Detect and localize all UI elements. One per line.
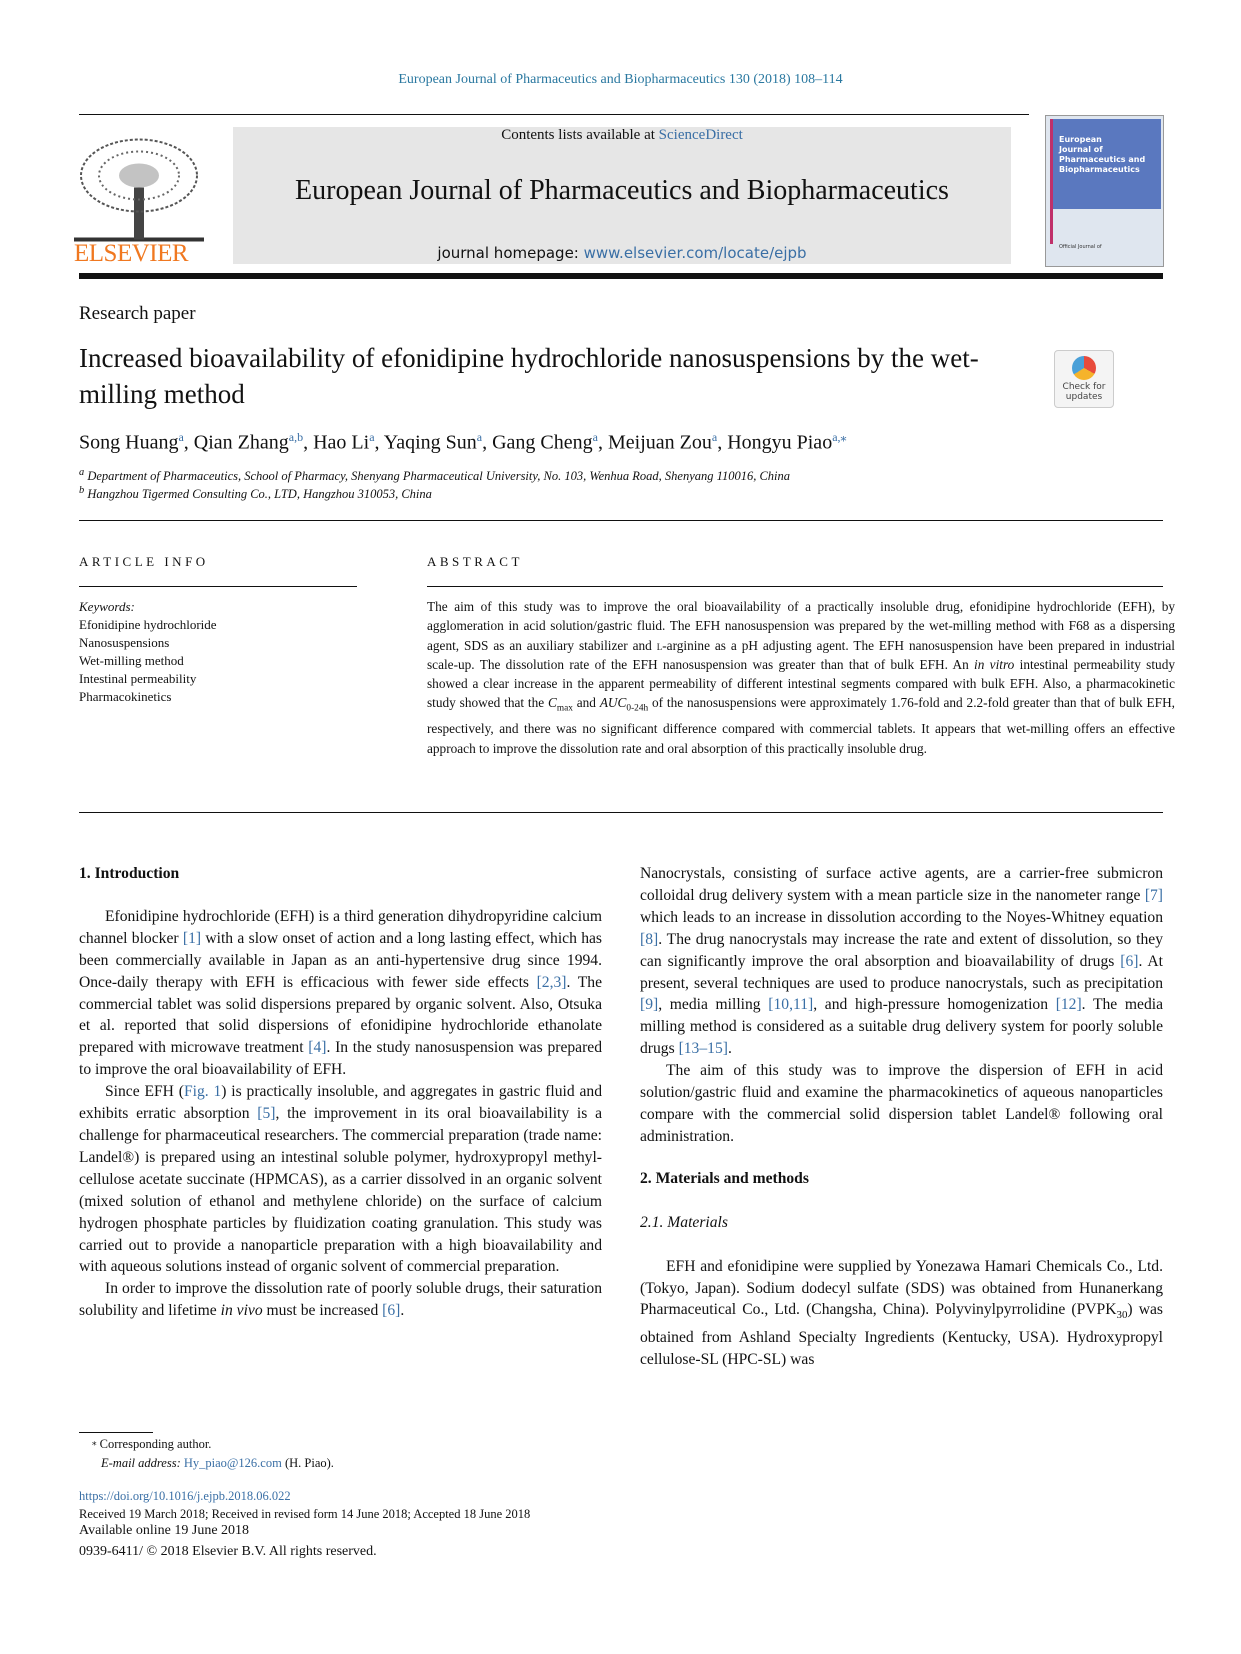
section-heading: 1. Introduction <box>79 865 180 882</box>
check-updates-label: Check for updates <box>1062 382 1106 402</box>
email-label: E-mail address: <box>101 1456 184 1470</box>
divider <box>79 114 1029 115</box>
header-thick-rule <box>79 273 1163 279</box>
author-list <box>79 430 847 455</box>
paragraph <box>640 863 1163 1060</box>
text-run: . The media milling method is considered as a suitable drug delivery system for poorly soluble drugs <box>640 996 1163 1058</box>
footnote-mark: ⁎ <box>92 1437 97 1447</box>
author-name: Hongyu Piao <box>727 431 833 454</box>
elsevier-wordmark: ELSEVIER <box>74 240 189 267</box>
text-run: , media milling <box>658 996 769 1014</box>
author-affiliation-link[interactable]: a <box>711 430 718 444</box>
author-affiliation-link[interactable]: a,⁎ <box>832 430 847 444</box>
citation-link[interactable]: [8] <box>640 930 659 948</box>
author-affiliation-link[interactable]: a <box>369 430 375 444</box>
citation-link[interactable]: [6] <box>382 1302 401 1320</box>
text-run: which leads to an increase in dissolution according to the Noyes-Whitney equation <box>640 908 1163 926</box>
check-for-updates-button[interactable] <box>1054 350 1114 408</box>
separator: , <box>717 431 728 454</box>
text-run: , and high-pressure homogenization <box>813 996 1056 1014</box>
citation-link[interactable]: [13–15] <box>678 1040 728 1058</box>
citation-link[interactable]: Fig. 1 <box>183 1083 222 1101</box>
text-run: and <box>572 695 600 711</box>
text-run: intestinal permeability study showed a clear increase in the apparent permeability of different intestinal segments compared with bulk EFH. Also, a pharmacokinetic study showed that the <box>427 656 1175 711</box>
text-run: must be increased <box>262 1302 383 1320</box>
article-info-heading: ARTICLE INFO <box>79 554 209 569</box>
text-run: . <box>727 1040 732 1058</box>
author-name: Hao Li <box>313 431 370 454</box>
text-run: . In the study nanosuspension was prepared to improve the oral bioavailability of EFH. <box>79 1039 602 1079</box>
italic-text: C <box>548 695 557 711</box>
affiliation <box>79 485 432 502</box>
citation-link[interactable]: [6] <box>1120 952 1139 970</box>
keyword: Nanosuspensions <box>79 635 170 650</box>
italic-text: in vivo <box>220 1302 263 1320</box>
text-run: -arginine as a pH adjusting agent. The EFH nanosuspension have been prepared in industrial scale-up. The dissolution rate of the EFH nanosuspension was greater than that of bulk EFH. An <box>427 637 1176 672</box>
paragraph <box>79 1081 602 1278</box>
text-run: The aim of this study was to improve the oral bioavailability of a practically insoluble drug, efonidipine hydrochloride (EFH), by agglomeration in acid solution/gastric fluid. The EFH nanosuspension was prepared by the wet-milling method with F68 as a dispersing agent, SDS as an auxiliary stabilizer and <box>427 599 1175 653</box>
doi-link[interactable]: https://doi.org/10.1016/j.ejpb.2018.06.022 <box>79 1489 291 1503</box>
corresponding-label: Corresponding author. <box>99 1437 212 1451</box>
separator: , <box>482 431 493 454</box>
subscript: 0-24h <box>626 704 649 715</box>
author-name: Meijuan Zou <box>607 431 712 454</box>
section-heading: 2. Materials and methods <box>640 1169 809 1187</box>
text-run: Nanocrystals, consisting of surface active agents, are a carrier-free submicron colloidal drug delivery system with a mean particle size in the nanometer range <box>640 865 1163 904</box>
separator: , <box>597 431 608 454</box>
text-run: . <box>400 1302 405 1320</box>
text-run: The aim of this study was to improve the dispersion of EFH in acid solution/gastric fluid and examine the pharmacokinetics of aqueous nanoparticles compare with the commercial solid dispersion tablet Landel® following oral administration. <box>640 1062 1163 1145</box>
corresponding-note <box>92 1437 211 1452</box>
author-affiliation-link[interactable]: a,b <box>288 430 304 444</box>
keyword: Intestinal permeability <box>79 671 197 686</box>
author-affiliation-link[interactable]: a <box>178 430 184 444</box>
separator: , <box>183 431 194 454</box>
cover-title-line: Pharmaceutics and <box>1059 155 1146 164</box>
keyword: Wet-milling method <box>79 653 184 668</box>
affiliation-text: Department of Pharmaceutics, School of Pharmacy, Shenyang Pharmaceutical University, No. 103, Wenhua Road, Shenyang 110016, China <box>87 469 791 484</box>
article-type: Research paper <box>79 303 196 324</box>
keyword: Pharmacokinetics <box>79 689 172 704</box>
abstract-heading: ABSTRACT <box>427 554 523 569</box>
available-online: Available online 19 June 2018 <box>79 1523 250 1538</box>
citation-link[interactable]: [5] <box>257 1105 276 1123</box>
author-affiliation-link[interactable]: a <box>592 430 598 444</box>
author-name: Gang Cheng <box>492 431 593 454</box>
right-column <box>640 863 1163 1371</box>
cover-official-journal: Official Journal of <box>1059 244 1102 250</box>
italic-text: AUC <box>599 695 627 711</box>
journal-citation[interactable]: European Journal of Pharmaceutics and Biopharmaceutics 130 (2018) 108–114 <box>398 72 843 87</box>
author-name: Qian Zhang <box>193 431 289 454</box>
homepage-label: journal homepage: <box>437 244 584 262</box>
affiliation-mark: a <box>79 467 85 478</box>
citation-link[interactable]: [9] <box>640 996 659 1014</box>
text-run: . The commercial tablet was solid dispersions prepared by organic solvent. Also, Otsuka et al. reported that solid dispersions of efonidipine hydrochloride ethanolate prepared with microwave treatment <box>79 973 602 1057</box>
author-name: Song Huang <box>79 431 179 454</box>
text-run: ) was obtained from Ashland Specialty Ingredients (Kentucky, USA). Hydroxypropyl cellulose-SL (HPC-SL) was <box>640 1301 1163 1369</box>
keywords <box>79 598 217 706</box>
text-run: In order to improve the dissolution rate of poorly soluble drugs, their saturation solubility and lifetime <box>79 1280 602 1320</box>
subscript: max <box>556 704 573 715</box>
email-suffix: (H. Piao). <box>281 1456 334 1470</box>
small-caps-text: l <box>656 637 663 653</box>
text-run: . At present, several techniques are used to produce nanocrystals, such as precipitation <box>640 952 1164 992</box>
left-column <box>79 863 602 1322</box>
citation-link[interactable]: [12] <box>1055 996 1082 1014</box>
text-run: . The drug nanocrystals may increase the rate and extent of dissolution, so they can significantly improve the oral absorption and bioavailability of drugs <box>640 930 1163 970</box>
text-run: of the nanosuspensions were approximately 1.76-fold and 2.2-fold greater than that of bulk EFH, respectively, and there was no significant difference compared with commercial tablets. It appears that wet-milling offers an effective approach to improve the dissolution rate and oral absorption of this practically insoluble drug. <box>427 695 1176 756</box>
affiliation <box>79 467 790 484</box>
divider <box>427 586 1163 587</box>
author-name: Yaqing Sun <box>383 431 477 454</box>
citation-link[interactable]: [2,3] <box>536 973 567 991</box>
citation-link[interactable]: [1] <box>182 929 202 947</box>
cover-title-line: Biopharmaceutics <box>1059 165 1140 174</box>
divider <box>79 520 1163 521</box>
footnote-rule <box>79 1432 153 1433</box>
paragraph <box>640 1256 1163 1372</box>
email-link[interactable]: Hy_piao@126.com <box>183 1456 282 1470</box>
separator: , <box>303 431 314 454</box>
journal-cover <box>1045 115 1164 267</box>
separator: , <box>374 431 384 454</box>
affiliation-text: Hangzhou Tigermed Consulting Co., LTD, Hangzhou 310053, China <box>87 487 432 502</box>
subscript: 30 <box>1116 1309 1128 1322</box>
paragraph <box>79 1278 602 1322</box>
homepage-link[interactable]: www.elsevier.com/locate/ejpb <box>583 244 807 262</box>
text-run: with a slow onset of action and a long lasting effect, which has been commercially available in Japan as an anti-hypertensive drug since 1994. Once-daily therapy with EFH is efficacious with fewer side effects <box>79 929 602 991</box>
text-run: EFH and efonidipine were supplied by Yonezawa Hamari Chemicals Co., Ltd. (Tokyo, Japan). Sodium dodecyl sulfate (SDS) was obtained from Hunanerkang Pharmaceutical Co., Ltd. (Changsha, China). Polyvinylpyrrolidine (PVPK <box>640 1257 1163 1319</box>
contents-label: Contents lists available at <box>501 127 659 143</box>
received-dates: Received 19 March 2018; Received in revised form 14 June 2018; Accepted 18 June 2018 <box>79 1507 531 1521</box>
paragraph <box>79 906 602 1081</box>
text-run: Efonidipine hydrochloride (EFH) is a third generation dihydropyridine calcium channel blocker <box>79 907 602 947</box>
cover-title-line: European <box>1059 135 1102 144</box>
copyright: 0939-6411/ © 2018 Elsevier B.V. All rights reserved. <box>79 1544 377 1559</box>
keyword: Efonidipine hydrochloride <box>79 617 217 632</box>
keywords-label: Keywords: <box>79 599 135 614</box>
crossmark-icon <box>1072 356 1096 380</box>
divider <box>79 586 357 587</box>
cover-title-line: Journal of <box>1059 145 1103 154</box>
text-run: , the improvement in its oral bioavailability is a challenge for pharmaceutical researchers. The commercial preparation (trade name: Landel®) is prepared using an intestinal soluble polymer, hydroxypropyl methyl-cellulose acetate succinate (HPMCAS), as a carrier dissolved in an organic solvent (mixed solution of ethanol and methylene chloride) on the surface of calcium hydrogen phosphate particles by fluidization coating granulation. This study was carried out to provide a nanoparticle preparation with a high bioavailability and with aqueous solutions instead of organic solvent of commercial preparation. <box>79 1105 602 1276</box>
citation-link[interactable]: [10,11] <box>768 996 814 1014</box>
text-run: ) is practically insoluble, and aggregates in gastric fluid and exhibits erratic absorption <box>79 1083 603 1123</box>
sciencedirect-link[interactable]: ScienceDirect <box>658 127 743 143</box>
abstract-text <box>427 597 1175 758</box>
affiliation-mark: b <box>79 485 85 496</box>
citation-link[interactable]: [7] <box>1144 886 1163 904</box>
author-affiliation-link[interactable]: a <box>476 430 483 444</box>
italic-text: in vitro <box>974 656 1015 672</box>
text-run: Since EFH ( <box>105 1083 184 1101</box>
journal-banner <box>233 127 1011 264</box>
journal-name: European Journal of Pharmaceutics and Biopharmaceutics <box>295 175 949 206</box>
divider <box>79 812 1163 813</box>
article-title: Increased bioavailability of efonidipine hydrochloride nanosuspensions by the wet-milling method <box>79 343 979 409</box>
subsection-heading: 2.1. Materials <box>640 1213 728 1231</box>
citation-link[interactable]: [4] <box>308 1039 327 1057</box>
paragraph <box>640 1060 1163 1148</box>
email-note <box>101 1456 334 1471</box>
